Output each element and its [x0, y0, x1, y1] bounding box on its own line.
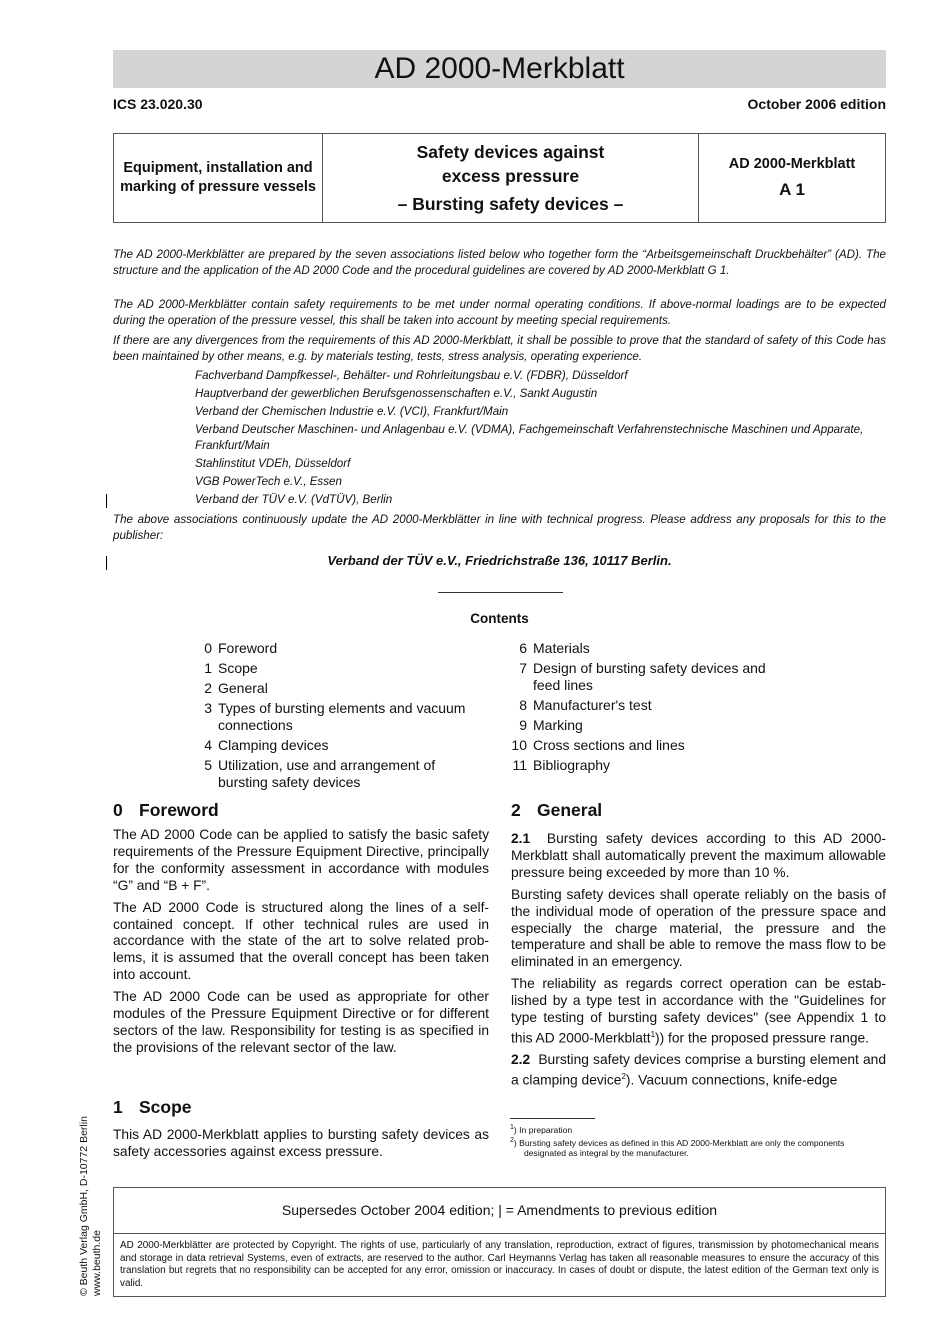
- document-banner-title: AD 2000-Merkblatt: [113, 50, 886, 88]
- toc-item-label: Design of bursting safety devices and feed lines: [533, 660, 766, 693]
- paragraph: [511, 831, 886, 882]
- clause-text: )) for the proposed pressure range.: [655, 1030, 869, 1046]
- section-number: 0: [113, 800, 123, 820]
- section-title: Foreword: [139, 800, 219, 820]
- association-item: Stahlinstitut VDEh, Düsseldorf: [195, 457, 351, 470]
- paragraph: [511, 1052, 886, 1089]
- toc-item-number: 4: [204, 737, 212, 753]
- toc-item-label: Utilization, use and arrangement of bursting safety devices: [218, 757, 436, 790]
- toc-item[interactable]: [497, 737, 787, 754]
- footnote: $^2$) Bursting safety devices as defined in this AD 2000-Merkblatt are only the components designated as integral by the manufacturer.: [510, 1137, 845, 1159]
- toc-item-label: Bibliography: [533, 757, 611, 773]
- footnote-divider: [510, 1118, 595, 1119]
- amendment-marker: [106, 556, 107, 570]
- scope-body: [113, 1127, 489, 1166]
- toc-item[interactable]: [497, 697, 787, 714]
- toc-item[interactable]: [182, 680, 482, 697]
- foreword-body: [113, 827, 489, 1062]
- footnote-mark: 2: [510, 1137, 514, 1144]
- toc-item[interactable]: [497, 757, 787, 774]
- clause-text: ). Vacuum connections, knife-edge: [625, 1072, 838, 1088]
- header-code: [699, 134, 885, 222]
- toc-item-number: 9: [519, 717, 527, 733]
- toc-item-number: 6: [519, 640, 527, 656]
- header-category: Equipment, installation and marking of pressure vessels: [114, 134, 323, 222]
- association-item: VGB PowerTech e.V., Essen: [195, 475, 342, 488]
- general-body: [511, 831, 886, 1095]
- association-item: Verband der Chemischen Industrie e.V. (VCI), Frankfurt/Main: [195, 405, 509, 418]
- toc-item-number: 5: [204, 757, 212, 773]
- paragraph: The AD 2000 Code can be used as appropriate for other modules of the Pressure Equipment Directive or for different sectors of the law. Responsibility for testing is as specified in the provisions of the relevant sector of the law.: [113, 989, 489, 1055]
- intro-paragraph-1: The AD 2000-Merkblätter are prepared by the seven associations listed below who together form the “Arbeitsgemeinschaft Druckbehälter” (AD). The structure and the application of the AD 2000 Code and the procedural guidelines are covered by AD 2000-Merkblatt G 1.: [113, 248, 886, 277]
- section-heading-foreword: [113, 800, 219, 821]
- toc-left-column: [182, 640, 482, 794]
- toc-item-number: 11: [512, 757, 527, 773]
- toc-item-number: 10: [511, 737, 527, 753]
- footnote-ref[interactable]: 1: [650, 1029, 656, 1039]
- toc-item[interactable]: [182, 757, 482, 791]
- toc-item-number: 7: [519, 660, 527, 676]
- amendment-marker: [106, 494, 107, 508]
- update-note: The above associations continuously update the AD 2000-Merkblätter in line with technical progress. Please address any proposals for this to the publisher:: [113, 513, 886, 542]
- publisher-sidebar: [78, 1116, 104, 1296]
- toc-item-label: Materials: [533, 640, 590, 656]
- divider: [438, 592, 563, 593]
- toc-item-label: Manufacturer's test: [533, 697, 652, 713]
- paragraph: The AD 2000 Code is structured along the lines of a self-contained concept. If other technical rules are used in accordance with the state of the art to solve related problems, it is assumed that the overall concept has been taken into account.: [113, 899, 489, 983]
- toc-item[interactable]: [182, 640, 482, 657]
- toc-item-number: 8: [519, 697, 527, 713]
- publisher-address: Verband der TÜV e.V., Friedrichstraße 136, 10117 Berlin.: [327, 553, 672, 568]
- edition-date: October 2006 edition: [747, 96, 886, 112]
- header-title-line1: Safety devices against excess pressure: [416, 142, 605, 186]
- toc-item-label: Scope: [218, 660, 258, 676]
- section-title: Scope: [139, 1097, 192, 1117]
- header-title-line2: – Bursting safety devices –: [397, 194, 624, 214]
- toc-item-label: General: [218, 680, 268, 696]
- copyright-notice: AD 2000-Merkblätter are protected by Copyright. The rights of use, particularly of any translation, reproduction, extract of figures, transmission by photomechanical means and storage in data retrieval Systems, even of extracts, are reserved to the author. Carl Heymanns Verlag has taken all reasonable measures to ensure the accuracy of this translation but regrets that no responsibility can be accepted for any error, omission or inaccuracy. In cases of doubt or dispute, the latest edition of the German text only is valid.: [120, 1240, 879, 1289]
- section-title: General: [537, 800, 603, 820]
- intro-paragraph-3: If there are any divergences from the requirements of this AD 2000-Merkblatt, it shall be possible to prove that the standard of safety of this Code has been maintained by other means, e.g. by materials testing, tests, stress analysis, operating experience.: [113, 334, 886, 363]
- association-item: Hauptverband der gewerblichen Berufsgenossenschaften e.V., Sankt Augustin: [195, 387, 598, 400]
- toc-item-label: Marking: [533, 717, 583, 733]
- footnote-mark: 1: [510, 1124, 514, 1131]
- section-number: 2: [511, 800, 521, 820]
- contents-title: Contents: [470, 611, 529, 626]
- footnote: $^1$) In preparation: [510, 1124, 573, 1135]
- footnote-text: In preparation: [519, 1124, 573, 1135]
- paragraph: This AD 2000-Merkblatt applies to bursting safety devices as safety accessories against excess pressure.: [113, 1127, 489, 1159]
- toc-item[interactable]: [182, 660, 482, 677]
- header-title: [323, 134, 699, 222]
- association-item: Verband der TÜV e.V. (VdTÜV), Berlin: [195, 493, 393, 506]
- toc-item-label: Types of bursting elements and vacuum connections: [218, 700, 466, 733]
- toc-item[interactable]: [182, 737, 482, 754]
- footnote-ref[interactable]: 2: [621, 1072, 626, 1082]
- header-table: [113, 133, 886, 223]
- toc-right-column: [497, 640, 787, 777]
- sidebar-website[interactable]: www.beuth.de: [91, 1230, 103, 1296]
- toc-item-label: Clamping devices: [218, 737, 329, 753]
- intro-paragraph-2: The AD 2000-Merkblätter contain safety requirements to be met under normal operating conditions. If above-normal loadings are to be expected during the operation of the pressure vessel, this shall be taken into account by meeting special requirements.: [113, 298, 886, 327]
- sidebar-copyright: © Beuth Verlag GmbH, D-10772 Berlin: [78, 1116, 90, 1296]
- paragraph: The AD 2000 Code can be applied to satisfy the basic safety requirements of the Pressure Equipment Directive, principally for the conformity assessment in accordance with modules “G” and “B + F”.: [113, 827, 489, 893]
- footer-box: [113, 1187, 886, 1297]
- footnote-text: Bursting safety devices as defined in this AD 2000-Merkblatt are only the components designated as integral by the manufacturer.: [519, 1137, 845, 1159]
- toc-item-number: 2: [204, 680, 212, 696]
- ics-code: ICS 23.020.30: [113, 96, 203, 112]
- toc-item[interactable]: [182, 700, 482, 734]
- toc-item-number: 1: [204, 660, 212, 676]
- header-code-value: A 1: [779, 180, 805, 199]
- association-item: Verband Deutscher Maschinen- und Anlagenbau e.V. (VDMA), Fachgemeinschaft Verfahrenstechnische Maschinen und Apparate, Frankfurt/Main: [195, 423, 864, 452]
- toc-item[interactable]: [497, 640, 787, 657]
- section-heading-scope: [113, 1097, 192, 1118]
- clause-text: Bursting safety devices comprise a bursting element and a clamping device: [511, 1052, 886, 1088]
- toc-item[interactable]: [497, 660, 787, 694]
- toc-item-number: 3: [204, 700, 212, 716]
- toc-item-number: 0: [204, 640, 212, 656]
- toc-item-label: Foreword: [218, 640, 278, 656]
- clause-text: Bursting safety devices according to this AD 2000-Merkblatt shall automatically prevent the maximum allowable pressure being exceeded by more than 10 %.: [511, 831, 887, 880]
- section-heading-general: [511, 800, 602, 821]
- paragraph: [511, 976, 886, 1047]
- clause-number: 2.2: [511, 1052, 531, 1068]
- paragraph: Bursting safety devices shall operate reliably on the basis of the individual mode of operation of the pressure space and especially the charge material, the pressure and the temperature and shall be able to remove the mass flow to be eliminated in an emergency.: [511, 886, 886, 970]
- association-item: Fachverband Dampfkessel-, Behälter- und Rohrleitungsbau e.V. (FDBR), Düsseldorf: [195, 369, 628, 382]
- section-number: 1: [113, 1097, 123, 1117]
- clause-number: 2.1: [511, 831, 531, 846]
- toc-item-label: Cross sections and lines: [533, 737, 685, 753]
- clause-text: The reliability as regards correct operation can be established by a type test in accordance with the "Guidelines for type testing of bursting safety devices" (see Appendix 1 to this AD 2000-Merkblatt: [511, 976, 886, 1046]
- header-code-label: AD 2000-Merkblatt: [728, 156, 856, 172]
- supersedes-note: Supersedes October 2004 edition; | = Amendments to previous edition: [114, 1188, 885, 1234]
- toc-item[interactable]: [497, 717, 787, 734]
